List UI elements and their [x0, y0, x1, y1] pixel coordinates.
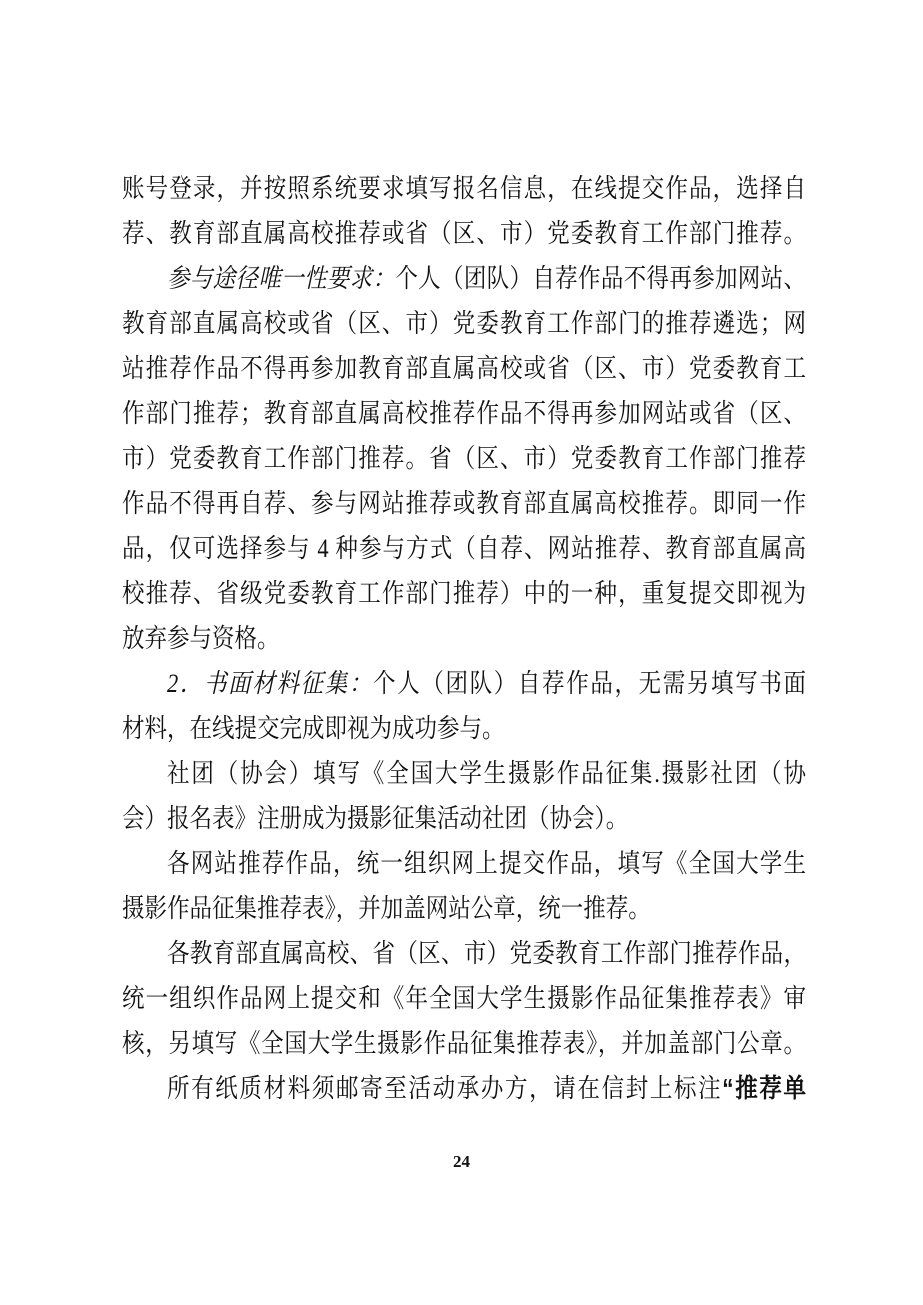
text-segment-song: 作品不得再自荐、参与网站推荐或教育部直属高校推荐。即同一作 — [122, 489, 806, 518]
text-segment-song: 摄影作品征集推荐表》，并加盖网站公章，统一推荐。 — [122, 894, 651, 923]
text-segment-bold: “推荐单 — [722, 1074, 806, 1103]
text-segment-song: 个人（团队）自荐作品，无需另填写书面 — [373, 669, 806, 698]
text-segment-song: 账号登录，并按照系统要求填写报名信息，在线提交作品，选择自 — [122, 174, 806, 203]
text-segment-song: 市）党委教育工作部门推荐。省（区、市）党委教育工作部门推荐 — [122, 444, 806, 473]
text-segment-song: 各教育部直属高校、省（区、市）党委教育工作部门推荐作品， — [167, 939, 806, 968]
text-segment-song: 所有纸质材料须邮寄至活动承办方，请在信封上标注 — [167, 1074, 723, 1103]
text-segment-song: 作部门推荐；教育部直属高校推荐作品不得再参加网站或省（区、 — [122, 399, 806, 428]
text-segment-kai: 参与途径唯一性要求： — [167, 264, 396, 293]
text-segment-song: 各网站推荐作品，统一组织网上提交作品，填写《全国大学生 — [167, 849, 806, 878]
text-segment-song: 核，另填写《全国大学生摄影作品征集推荐表》，并加盖部门公章。 — [122, 1029, 806, 1058]
text-segment-song: 站推荐作品不得再参加教育部直属高校或省（区、市）党委教育工 — [122, 354, 806, 383]
text-segment-song: 荐、教育部直属高校推荐或省（区、市）党委教育工作部门推荐。 — [122, 219, 806, 248]
text-segment-song: 校推荐、省级党委教育工作部门推荐）中的一种，重复提交即视为 — [122, 579, 806, 608]
text-segment-song: 个人（团队）自荐作品不得再参加网站、 — [395, 264, 806, 293]
text-segment-song: 品，仅可选择参与 4 种参与方式（自荐、网站推荐、教育部直属高 — [122, 534, 806, 563]
text-segment-song: 放弃参与资格。 — [122, 624, 280, 653]
text-segment-song: 统一组织作品网上提交和《年全国大学生摄影作品征集推荐表》审 — [122, 984, 806, 1013]
document-text-block — [122, 166, 806, 1111]
text-segment-kai: 2．书面材料征集： — [167, 669, 374, 698]
page-number: 24 — [453, 1152, 470, 1171]
text-line — [122, 1062, 806, 1114]
text-segment-song: 材料，在线提交完成即视为成功参与。 — [122, 714, 505, 743]
text-segment-song: 教育部直属高校或省（区、市）党委教育工作部门的推荐遴选；网 — [122, 309, 806, 338]
text-segment-song: 会）报名表》注册成为摄影征集活动社团（协会）。 — [122, 804, 629, 833]
text-segment-song: 社团（协会）填写《全国大学生摄影作品征集.摄影社团（协 — [167, 759, 806, 788]
